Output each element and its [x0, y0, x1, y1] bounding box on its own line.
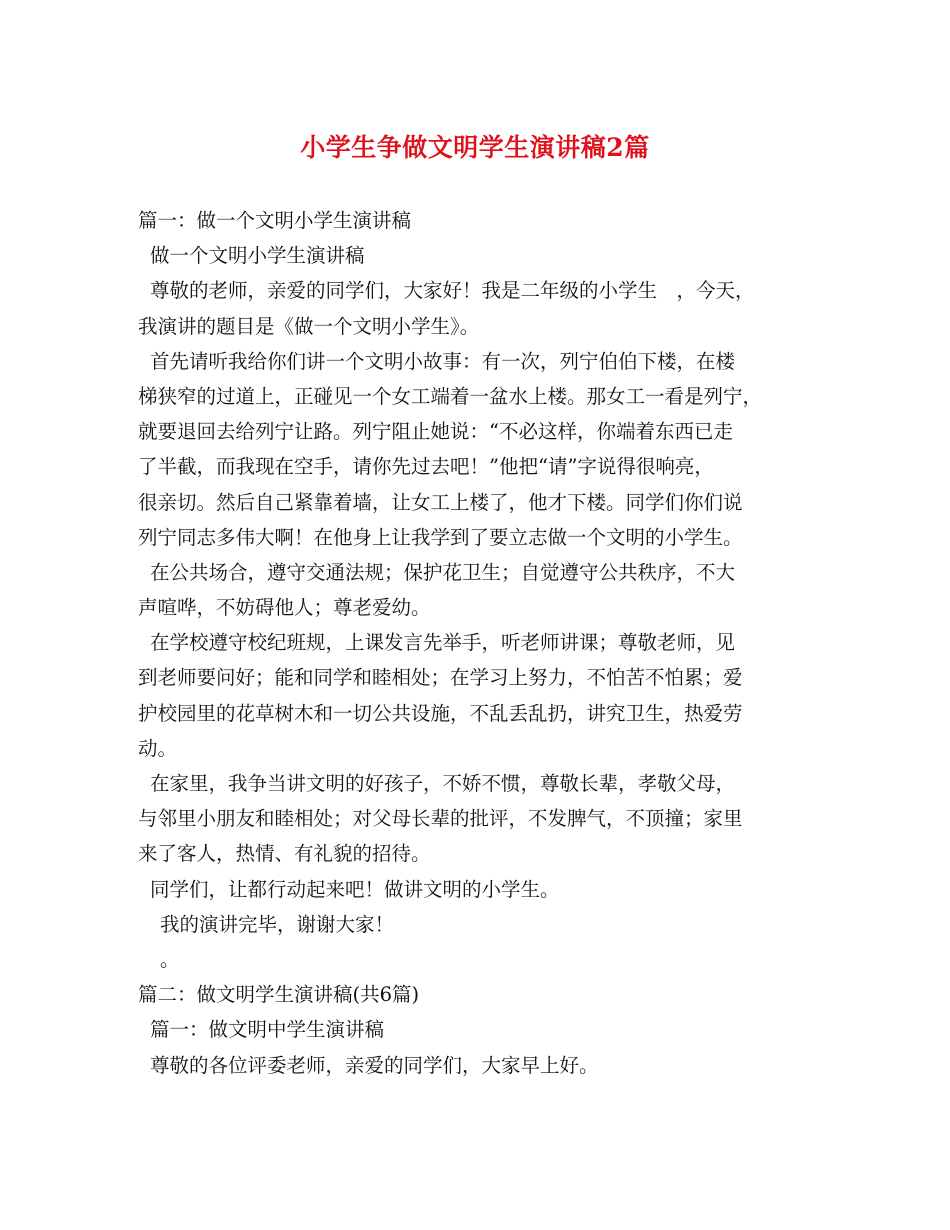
paragraph-line: 列宁同志多伟大啊！在他身上让我学到了要立志做一个文明的小学生。 [138, 525, 743, 549]
section-heading: 篇一：做一个文明小学生演讲稿 [138, 209, 412, 232]
paragraph-line: 尊敬的老师，亲爱的同学们，大家好！我是二年级的小学生 ，今天， [150, 279, 755, 303]
paragraph-line: 尊敬的各位评委老师，亲爱的同学们，大家早上好。 [150, 1053, 599, 1077]
paragraph-line: 在公共场合，遵守交通法规；保护花卫生；自觉遵守公共秩序，不大 [150, 560, 736, 584]
paragraph-line: 了半截，而我现在空手，请你先过去吧！”他把“请”字说得很响亮， [138, 455, 714, 479]
paragraph-line: 我的演讲完毕，谢谢大家！ [160, 912, 395, 936]
paragraph-line: 与邻里小朋友和睦相处；对父母长辈的批评，不发脾气，不顶撞；家里 [138, 807, 743, 831]
paragraph-line: 动。 [138, 736, 178, 760]
subsection-heading: 做一个文明小学生演讲稿 [150, 244, 365, 268]
paragraph-line: 来了客人，热情、有礼貌的招待。 [138, 842, 431, 866]
paragraph-line: 声喧哗，不妨碍他人；尊老爱幼。 [138, 596, 431, 620]
document-title: 小学生争做文明学生演讲稿2篇 [300, 133, 650, 162]
section-heading: 篇二：做文明学生演讲稿(共6篇) [138, 983, 420, 1007]
paragraph-line: 。 [160, 947, 180, 971]
paragraph-line: 很亲切。然后自己紧靠着墙，让女工上楼了，他才下楼。同学们你们说 [138, 490, 743, 514]
paragraph-line: 护校园里的花草树木和一切公共设施，不乱丢乱扔，讲究卫生，热爱劳 [138, 701, 743, 725]
paragraph-line: 就要退回去给列宁让路。列宁阻止她说：“不必这样，你端着东西已走 [138, 420, 733, 444]
subsection-heading: 篇一：做文明中学生演讲稿 [150, 1018, 385, 1042]
paragraph-line: 在学校遵守校纪班规，上课发言先举手，听老师讲课；尊敬老师，见 [150, 631, 736, 655]
paragraph-line: 到老师要问好；能和同学和睦相处；在学习上努力，不怕苦不怕累；爱 [138, 666, 743, 690]
paragraph-line: 在家里，我争当讲文明的好孩子，不娇不惯，尊敬长辈，孝敬父母， [150, 772, 736, 795]
paragraph-line: 我演讲的题目是《做一个文明小学生》。 [138, 314, 480, 338]
paragraph-line: 首先请听我给你们讲一个文明小故事：有一次，列宁伯伯下楼，在楼 [150, 349, 736, 373]
paragraph-line: 同学们，让都行动起来吧！做讲文明的小学生。 [150, 877, 560, 901]
paragraph-line: 梯狭窄的过道上，正碰见一个女工端着一盆水上楼。那女工一看是列宁， [138, 384, 763, 408]
document-body [138, 203, 818, 1083]
